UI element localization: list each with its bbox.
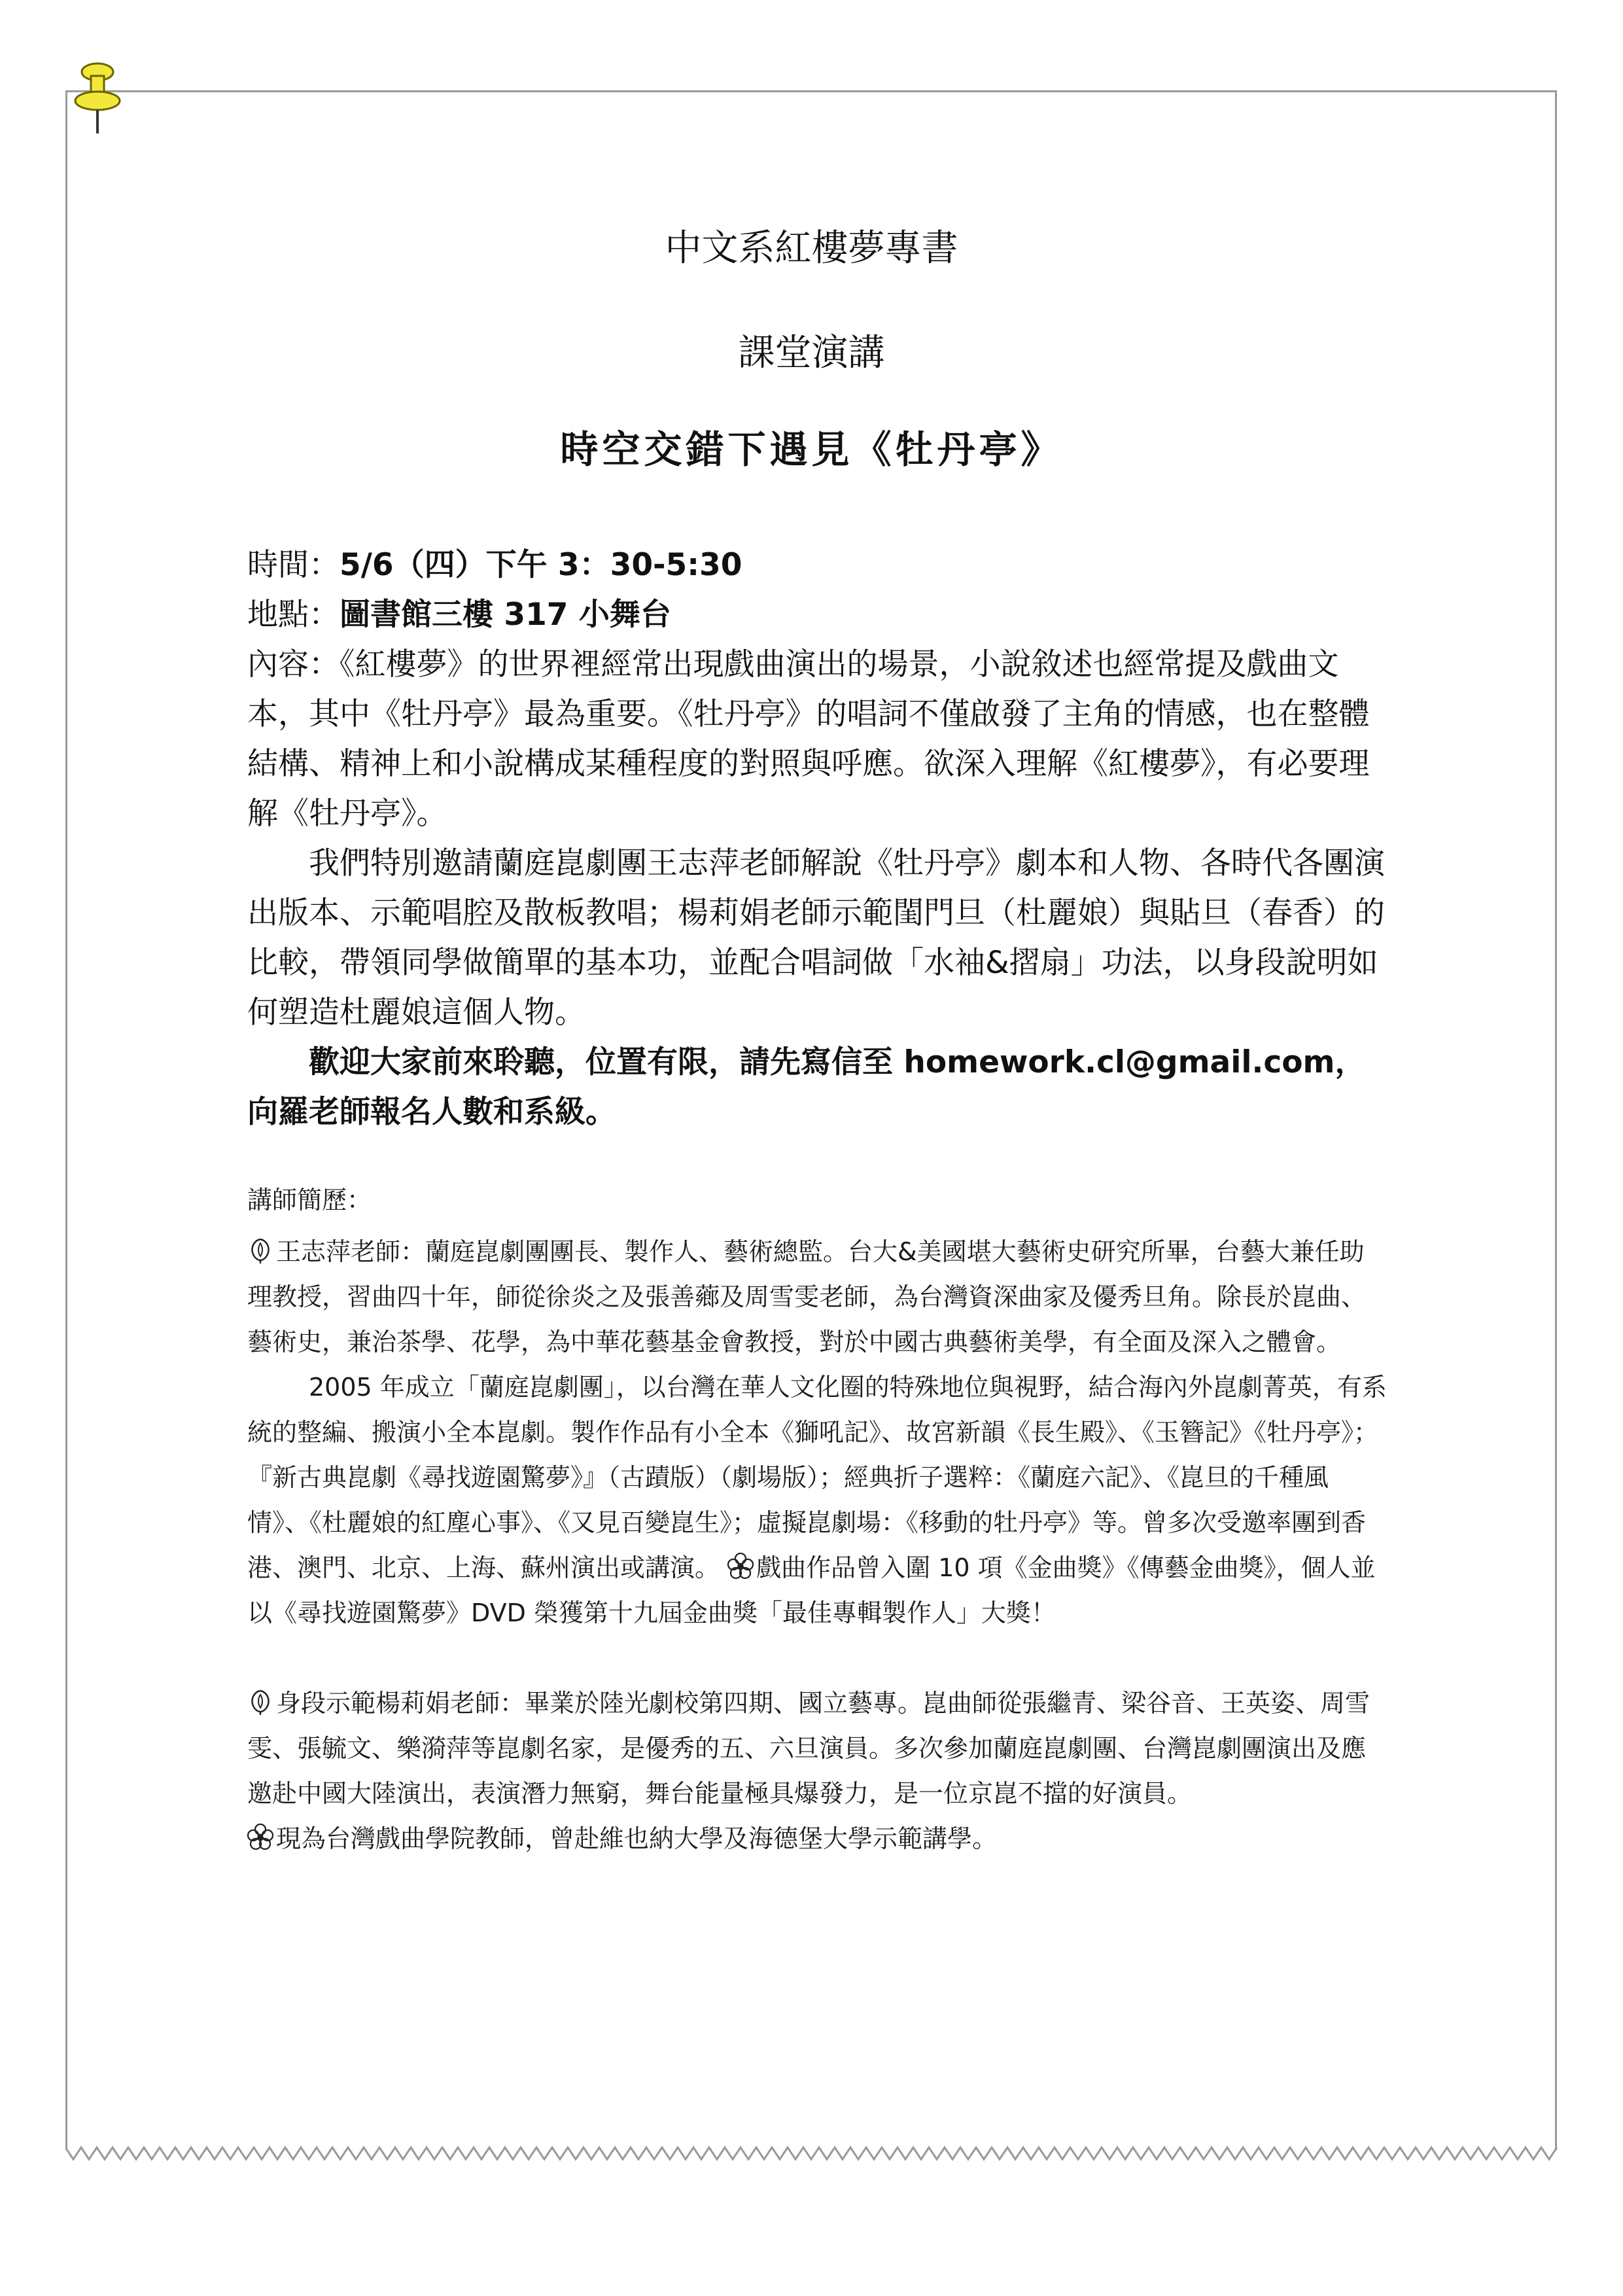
flower-icon <box>727 1553 754 1580</box>
course-name: 中文系紅樓夢專書 <box>665 227 958 270</box>
wang-bio-2b-text: 戲曲作品曾入圍 10 項《金曲獎》《傳藝金曲獎》，個人並以《尋找遊園驚夢》DVD 榮獲第十九屆金曲獎「最佳專輯製作人」大獎！ <box>247 1553 1376 1627</box>
wang-bio-2 <box>247 1365 1389 1636</box>
zigzag-edge <box>65 2145 1560 2164</box>
content-paragraph <box>247 640 1389 839</box>
content-label: 內容： <box>247 646 340 682</box>
event-type: 課堂演講 <box>738 332 885 374</box>
wang-bio-2a-text: 2005 年成立「蘭庭崑劇團」，以台灣在華人文化圈的特殊地位與視野，結合海內外崑劇菁英，有系統的整編、搬演小全本崑劇。製作作品有小全本《獅吼記》、故宮新韻《長生殿》、《玉簪記》《牡丹亭》；『新古典崑劇《尋找遊園驚夢》』（古蹟版）（劇場版）；經典折子選粹：《蘭庭六記》、《崑旦的千種風情》、《杜麗娘的紅塵心事》、《又見百變崑生》；虛擬崑劇場：《移動的牡丹亭》等。曾多次受邀率團到香港、澳門、北京、上海、蘇州演出或講演。 <box>247 1373 1387 1582</box>
place-label: 地點： <box>247 597 340 633</box>
page-title: 時空交錯下遇見《牡丹亭》 <box>560 427 1063 472</box>
wang-bio-1-text: 王志萍老師：蘭庭崑劇團團長、製作人、藝術總監。台大&美國堪大藝術史研究所畢，台藝大兼任助理教授，習曲四十年，師從徐炎之及張善薌及周雪雯老師，為台灣資深曲家及優秀旦角。除長於崑曲、藝術史，兼治茶學、花學，為中華花藝基金會教授，對於中國古典藝術美學，有全面及深入之體會。 <box>247 1237 1367 1356</box>
flower-icon <box>247 1824 273 1851</box>
speaker-bios <box>247 1178 1389 1862</box>
spacer <box>247 1636 1389 1681</box>
pushpin-icon <box>69 60 126 137</box>
yang-bio-1-text: 身段示範楊莉娟老師：畢業於陸光劇校第四期、國立藝專。崑曲師從張繼青、梁谷音、王英姿、周雪雯、張毓文、樂漪萍等崑劇名家，是優秀的五、六旦演員。多次參加蘭庭崑劇團、台灣崑劇團演出及應邀赴中國大陸演出，表演潛力無窮，舞台能量極具爆發力，是一位京崑不擋的好演員。 <box>247 1689 1370 1808</box>
flower-bud-icon <box>247 1237 273 1264</box>
yang-bio-1 <box>247 1681 1389 1816</box>
time-value: 5/6（四）下午 3：30-5:30 <box>340 547 742 583</box>
place-line <box>247 590 1389 640</box>
invite-paragraph: 我們特別邀請蘭庭崑劇團王志萍老師解說《牡丹亭》劇本和人物、各時代各團演出版本、示範唱腔及散板教唱；楊莉娟老師示範閨門旦（杜麗娘）與貼旦（春香）的比較，帶領同學做簡單的基本功，並配合唱詞做「水袖&摺扇」功法，以身段說明如何塑造杜麗娘這個人物。 <box>247 845 1385 1031</box>
wang-bio-1 <box>247 1229 1389 1365</box>
yang-bio-2 <box>247 1816 1389 1862</box>
time-label: 時間： <box>247 547 340 583</box>
bios-heading: 講師簡歷： <box>247 1186 372 1214</box>
flower-bud-icon <box>247 1688 273 1716</box>
yang-bio-2-text: 現為台灣戲曲學院教師，曾赴維也納大學及海德堡大學示範講學。 <box>276 1824 998 1853</box>
place-value: 圖書館三樓 317 小舞台 <box>340 597 671 633</box>
welcome-paragraph: 歡迎大家前來聆聽，位置有限，請先寫信至 homework.cl@gmail.com，向羅老師報名人數和系級。 <box>247 1044 1366 1130</box>
event-details <box>247 540 1389 1137</box>
content-text: 《紅樓夢》的世界裡經常出現戲曲演出的場景，小說敘述也經常提及戲曲文本，其中《牡丹亭》最為重要。《牡丹亭》的唱詞不僅啟發了主角的情感，也在整體結構、精神上和小說構成某種程度的對照與呼應。欲深入理解《紅樓夢》，有必要理解《牡丹亭》。 <box>247 646 1370 832</box>
time-line <box>247 540 1389 590</box>
